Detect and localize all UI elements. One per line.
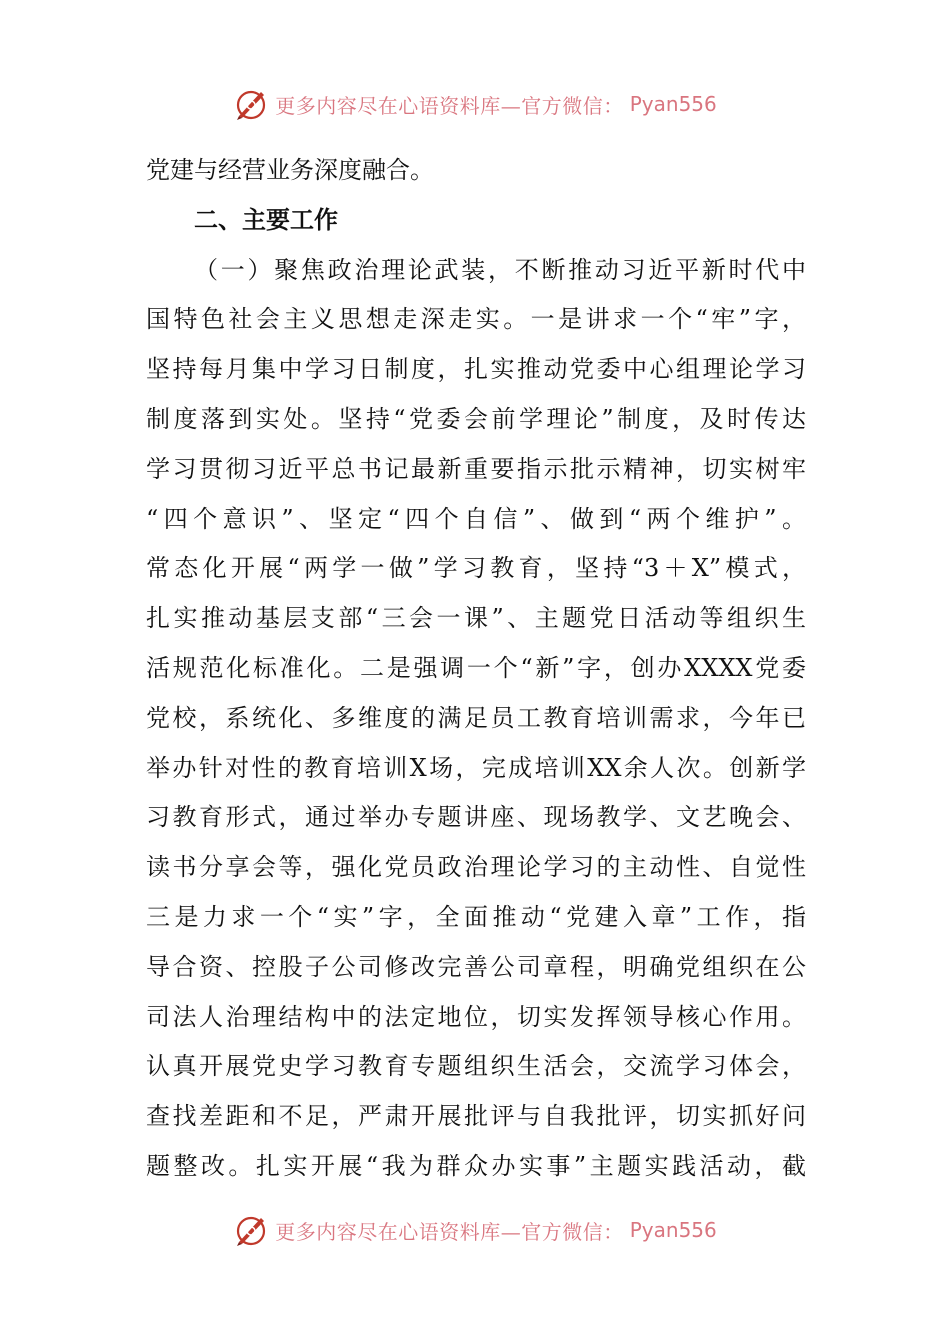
text-line: 坚持每月集中学习日制度，扎实推动党委中心组理论学习: [146, 355, 806, 384]
pen-circle-icon: [233, 86, 269, 122]
text-line: 习教育形式，通过举办专题讲座、现场教学、文艺晚会、: [146, 803, 806, 832]
banner-text: 更多内容尽在心语资料库—官方微信：: [275, 1219, 624, 1244]
text-line: 认真开展党史学习教育专题组织生活会，交流学习体会，: [146, 1052, 806, 1081]
text-line: 党建与经营业务深度融合。: [146, 156, 434, 184]
banner-wechat-id: Pyan556: [629, 1218, 717, 1242]
text-line: 题整改。扎实开展“我为群众办实事”主题实践活动，截: [146, 1151, 806, 1180]
pen-circle-icon: [233, 1212, 269, 1248]
text-line: “四个意识”、坚定“四个自信”、做到“两个维护”。: [146, 504, 806, 533]
footer-banner: [0, 1210, 950, 1250]
text-line: 党校，系统化、多维度的满足员工教育培训需求，今年已: [146, 703, 806, 732]
text-line: 学习贯彻习近平总书记最新重要指示批示精神，切实树牢: [146, 454, 806, 483]
text-line: （一）聚焦政治理论武装，不断推动习近平新时代中: [194, 255, 806, 284]
text-line: 扎实推动基层支部“三会一课”、主题党日活动等组织生: [146, 604, 806, 633]
header-banner: [0, 84, 950, 124]
text-line: 读书分享会等，强化党员政治理论学习的主动性、自觉性: [146, 853, 806, 882]
banner-wechat-id: Pyan556: [629, 92, 717, 116]
text-line: 三是力求一个“实”字，全面推动“党建入章”工作，指: [146, 902, 806, 931]
text-line: 举办针对性的教育培训X场，完成培训XX余人次。创新学: [146, 753, 806, 782]
text-line: 常态化开展“两学一做”学习教育，坚持“3＋X”模式，: [146, 554, 806, 583]
section-heading: 二、主要工作: [194, 205, 338, 234]
document-body: [146, 146, 806, 1192]
text-line: 活规范化标准化。二是强调一个“新”字，创办XXXX党委: [146, 653, 806, 682]
text-line: 国特色社会主义思想走深走实。一是讲求一个“牢”字，: [146, 305, 806, 334]
text-line: 查找差距和不足，严肃开展批评与自我批评，切实抓好问: [146, 1102, 806, 1131]
text-line: 制度落到实处。坚持“党委会前学理论”制度，及时传达: [146, 404, 806, 433]
text-line: 司法人治理结构中的法定地位，切实发挥领导核心作用。: [146, 1002, 806, 1031]
text-line: 导合资、控股子公司修改完善公司章程，明确党组织在公: [146, 952, 806, 981]
banner-text: 更多内容尽在心语资料库—官方微信：: [275, 93, 624, 118]
